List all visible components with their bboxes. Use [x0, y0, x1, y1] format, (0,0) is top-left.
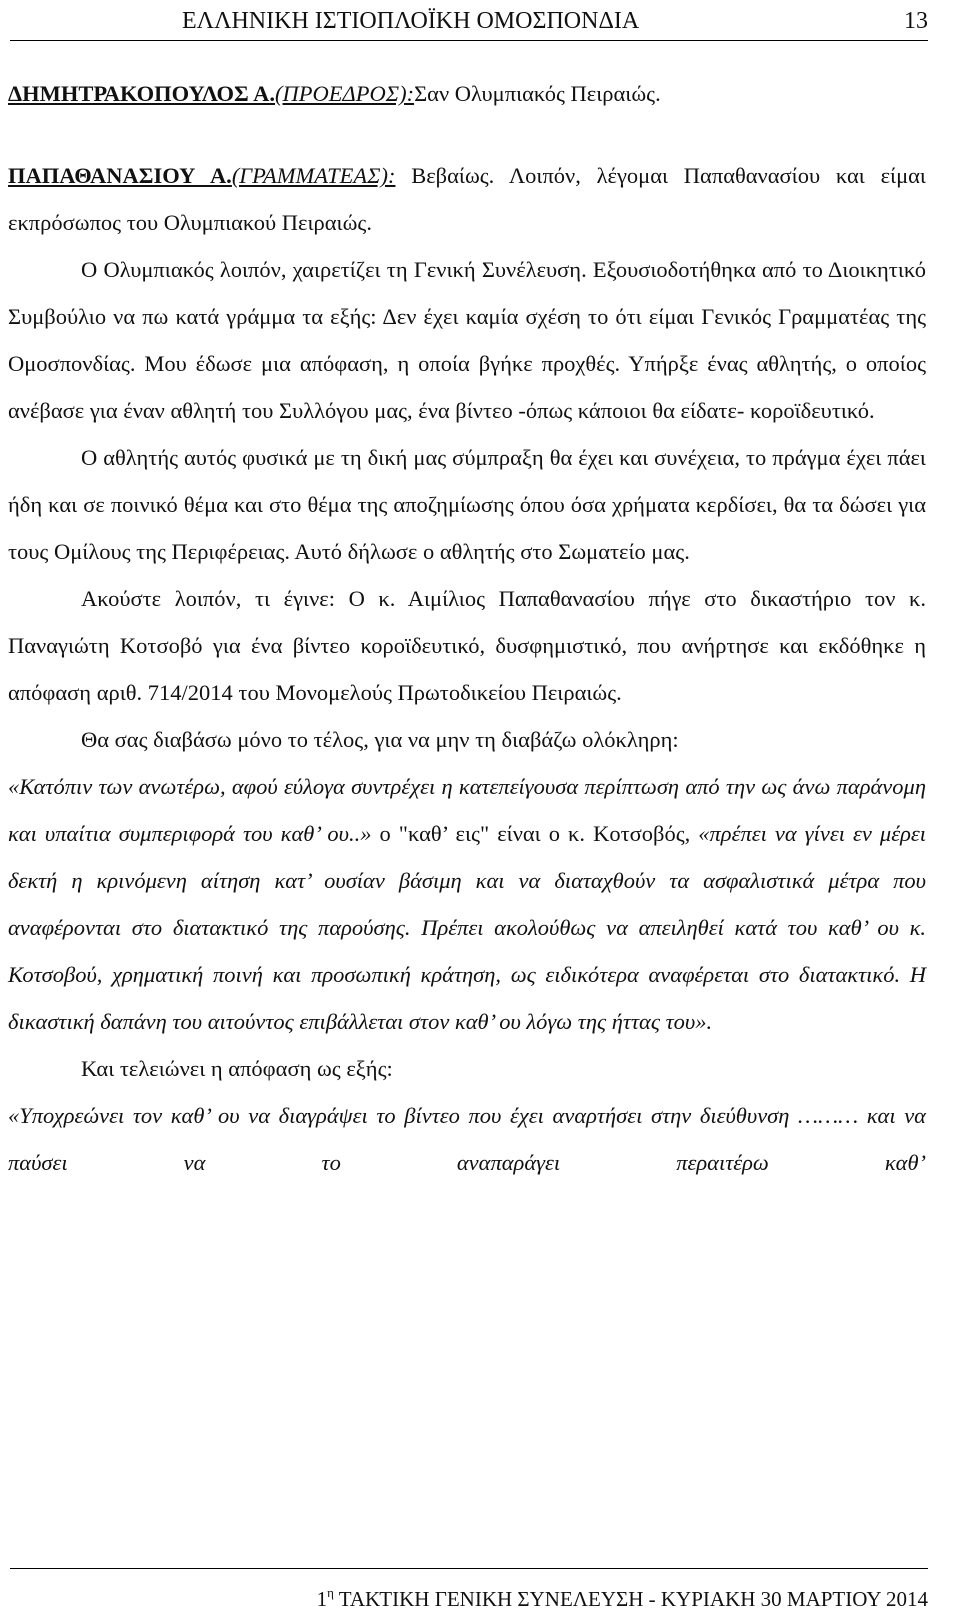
speech-text: Βεβαίως. Λοιπόν, λέγομαι Παπαθανασίου και είμαι εκπρόσωπος του Ολυμπιακού Πειραιώς.	[8, 163, 926, 235]
page-header	[10, 2, 928, 41]
quote-text: «Κατόπιν των ανωτέρω, αφού εύλογα συντρέχει η κατεπείγουσα περίπτωση από την ως άνω παράνομη και υπαίτια συμπεριφορά του καθ’ ου..»	[8, 774, 926, 846]
speech-president	[8, 70, 926, 117]
footer-ordinal-sup: η	[327, 1585, 334, 1600]
speech-secretary	[8, 152, 926, 246]
speaker-role: (ΓΡΑΜΜΑΤΕΑΣ):	[231, 163, 396, 188]
document-body	[8, 70, 926, 1186]
paragraph-quote: «Υποχρεώνει τον καθ’ ου να διαγράψει το βίντεο που έχει αναρτήσει στην διεύθυνση ……… και να παύσει να το αναπαράγει περαιτέρω καθ’	[8, 1103, 926, 1175]
speaker-name: ΠΑΠΑΘΑΝΑΣΙΟΥ Α.	[8, 163, 232, 188]
footer-text: ΤΑΚΤΙΚΗ ΓΕΝΙΚΗ ΣΥΝΕΛΕΥΣΗ - ΚΥΡΙΑΚΗ 30 ΜΑΡΤΙΟΥ 2014	[333, 1587, 928, 1611]
speech-text: Σαν Ολυμπιακός Πειραιώς.	[414, 81, 661, 106]
header-title: ΕΛΛΗΝΙΚΗ ΙΣΤΙΟΠΛΟΪΚΗ ΟΜΟΣΠΟΝΔΙΑ	[182, 8, 640, 34]
footer-ordinal: 1	[316, 1587, 328, 1611]
paragraph: Ο Ολυμπιακός λοιπόν, χαιρετίζει τη Γενική Συνέλευση. Εξουσιοδοτήθηκα από το Διοικητικό Συμβούλιο να πω κατά γράμμα τα εξής: Δεν έχει καμία σχέση το ότι είμαι Γενικός Γραμματέας της Ομοσπονδίας. Μου έδωσε μια απόφαση, η οποία βγήκε προχθές. Υπήρξε ένας αθλητής, ο οποίος ανέβασε για έναν αθλητή του Συλλόγου μας, ένα βίντεο -όπως κάποιοι θα είδατε- κοροϊδευτικό.	[8, 257, 926, 423]
speaker-role: (ΠΡΟΕΔΡΟΣ):	[275, 81, 415, 106]
paragraph-intro: Θα σας διαβάσω μόνο το τέλος, για να μην τη διαβάζω ολόκληρη:	[81, 727, 679, 752]
paragraph-quote	[8, 763, 926, 1045]
page-number: 13	[904, 8, 928, 34]
paragraph: Ακούστε λοιπόν, τι έγινε: Ο κ. Αιμίλιος Παπαθανασίου πήγε στο δικαστήριο τον κ. Παναγιώτη Κοτσοβό για ένα βίντεο κοροϊδευτικό, δυσφημιστικό, που ανήρτησε και εκδόθηκε η απόφαση αριθ. 714/2014 του Μονομελούς Πρωτοδικείου Πειραιώς.	[8, 586, 926, 705]
paragraph: Και τελειώνει η απόφαση ως εξής:	[81, 1056, 393, 1081]
plain-text: ο "καθ’ εις" είναι ο κ. Κοτσοβός,	[371, 821, 699, 846]
paragraph: Ο αθλητής αυτός φυσικά με τη δική μας σύμπραξη θα έχει και συνέχεια, το πράγμα έχει πάει ήδη και σε ποινικό θέμα και στο θέμα της αποζημίωσης όπου όσα χρήματα κερδίσει, θα τα δώσει για τους Ομίλους της Περιφέρειας. Αυτό δήλωσε ο αθλητής στο Σωματείο μας.	[8, 445, 926, 564]
quote-text: «πρέπει να γίνει εν μέρει δεκτή η κρινόμενη αίτηση κατ’ ουσίαν βάσιμη και να διαταχθούν τα ασφαλιστικά μέτρα που αναφέρονται στο διατακτικό της παρούσης. Πρέπει ακολούθως να απειληθεί κατά του καθ’ ου κ. Κοτσοβού, χρηματική ποινή και προσωπική κράτηση, ως ειδικότερα αναφέρεται στο διατακτικό. Η δικαστική δαπάνη του αιτούντος επιβάλλεται στον καθ’ ου λόγω της ήττας του».	[8, 821, 926, 1034]
page-footer	[10, 1568, 928, 1623]
speaker-name: ΔΗΜΗΤΡΑΚΟΠΟΥΛΟΣ Α.	[8, 81, 276, 106]
